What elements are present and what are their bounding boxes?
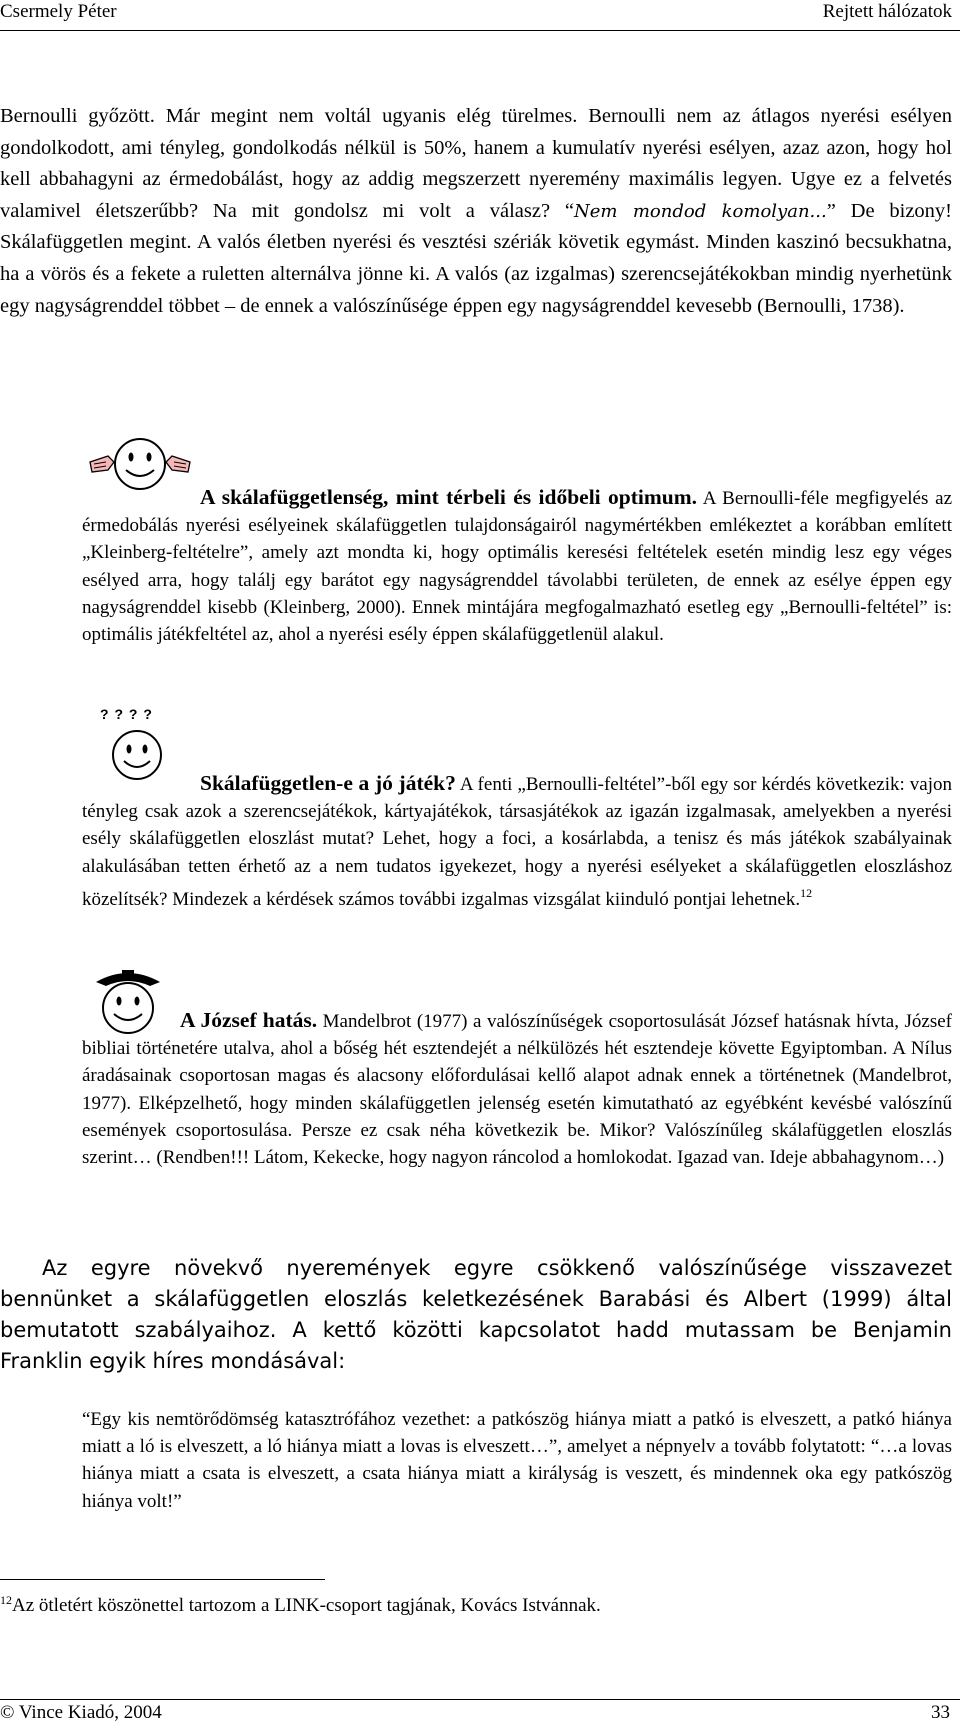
section-joseph-effect bbox=[82, 1007, 952, 1171]
footnote-number: 12 bbox=[0, 1593, 12, 1607]
running-header-title: Rejtett hálózatok bbox=[822, 1, 952, 22]
section-heading: Skálafüggetlen-e a jó játék? bbox=[200, 771, 456, 795]
footnote-rule bbox=[0, 1579, 325, 1580]
franklin-quote: “Egy kis nemtörődömség katasztrófához vezethet: a patkószög hiánya miatt a patkó is elveszett, a patkó hiánya miatt a ló is elveszett, a ló hiánya miatt a lovas is elveszett…”, amelyet a népnyelv a tovább folytatott: “…a lovas hiánya miatt a csata is elveszett, a csata hiánya miatt a királyság is veszett, és mindennek oka egy patkószög hiánya volt!” bbox=[82, 1409, 952, 1512]
section-good-game bbox=[82, 770, 952, 913]
running-header-author: Csermely Péter bbox=[0, 1, 117, 22]
footer-rule bbox=[0, 1699, 960, 1700]
footnote bbox=[0, 1593, 601, 1617]
intro-paragraph bbox=[0, 101, 952, 322]
section-heading: A József hatás. bbox=[180, 1008, 318, 1032]
question-marks: ? ? ? ? bbox=[100, 706, 153, 722]
body-paragraph: Az egyre növekvő nyeremények egyre csökkenő valószínűsége visszavezet bennünket a skálafüggetlen eloszlás keletkezésének Barabási és Albert (1999) által bemutatott szabályaihoz. A kettő közötti kapcsolatot hadd mutassam be Benjamin Franklin egyik híres mondásával: bbox=[0, 1256, 952, 1373]
section-body: Mandelbrot (1977) a valószínűségek csoportosulását József hatásnak hívta, József bibliai történetére utalva, ahol a bőség hét esztendejét a nélkülözés hét esztendeje követte Egyiptomban. A Nílus áradásainak csoportosan magas és alacsony előfordulásai kellő alapot adnak ennek a történetnek (Mandelbrot, 1977). Elképzelhető, hogy minden skálafüggetlen jelenség esetén kimutatható az egyébként kevésbé valószínű események csoportosulása. Persze ez csak néha következik be. Mikor? Valószínűleg skálafüggetlen eloszlás szerint… (Rendben!!! Látom, Kekecke, hogy nagyon ráncolod a homlokodat. Igazad van. Ideje abbahagynom…) bbox=[82, 1011, 952, 1169]
intro-text-1: Bernoulli győzött. Már megint nem voltál ugyanis elég türelmes. Bernoulli nem az átlagos nyerési esélyen gondolkodott, ami tényleg, gondolkodás nélkül is 50%, hanem a kumulatív nyerési esélyen, azaz azon, hogy hol kell abbahagyni az érmedobálást, hogy az addig megszerzett nyeremény maximális legyen. Ugye ez a felvetés valamivel életszerűbb? Na mit gondolsz mi volt a válasz? “ bbox=[0, 105, 952, 222]
intro-cursive-remark: Nem mondod komolyan... bbox=[573, 200, 827, 222]
footer-publisher: © Vince Kiadó, 2004 bbox=[0, 1702, 162, 1723]
section-body: A Bernoulli-féle megfigyelés az érmedobálás nyerési esélyeinek skálafüggetlen tulajdonságairól nagymértékben emlékeztet a korábban említett „Kleinberg-feltételre”, amely azt mondta ki, hogy optimális keresési feltételek esetén mindig lesz egy véges esélyed arra, hogy találj egy barátot egy nagyságrenddel távolabbi területen, de ennek az esélye éppen egy nagyságrenddel kisebb (Kleinberg, 2000). Ennek mintájára megfogalmazható esetleg egy „Bernoulli-feltétel” is: optimális játékfeltétel az, ahol a nyerési esély éppen skálafüggetlenül alakul. bbox=[82, 488, 953, 646]
intro-text-2: ” De bizony! Skálafüggetlen megint. A valós életben nyerési és vesztési szériák követik egymást. Minden kaszinó becsukhatna, ha a vörös és a fekete a ruletten alternálva jönne ki. A valós (az izgalmas) szerencsejátékokban mindig nyerhetünk egy nagyságrenddel többet – de ennek a valószínűsége éppen egy nagyságrenddel kevesebb (Bernoulli, 1738). bbox=[0, 199, 952, 317]
section-heading: A skálafüggetlenség, mint térbeli és időbeli optimum. bbox=[200, 485, 698, 509]
section-body: A fenti „Bernoulli-feltétel”-ből egy sor kérdés következik: vajon tényleg csak azok a szerencsejátékok, kártyajátékok, társasjátékok az igazán izgalmasak, amelyekben a nyerési esély skálafüggetlen eloszlást mutat? Lehet, hogy a foci, a kosárlabda, a tenisz és más játékok szabályainak alakulásában tetten érhető az a nem tudatos igyekezet, hogy a nyerési esélyeket a skálafüggetlen eloszláshoz közelítsék? Mindezek a kérdések számos további izgalmas vizsgálat kiinduló pontjai lehetnek. bbox=[82, 774, 952, 910]
header-rule bbox=[0, 30, 960, 31]
page-number: 33 bbox=[931, 1702, 950, 1723]
footnote-text: Az ötletért köszönettel tartozom a LINK-csoport tagjának, Kovács Istvánnak. bbox=[12, 1595, 601, 1616]
footnote-reference[interactable]: 12 bbox=[800, 885, 813, 900]
section-scale-free-optimum bbox=[82, 484, 952, 648]
